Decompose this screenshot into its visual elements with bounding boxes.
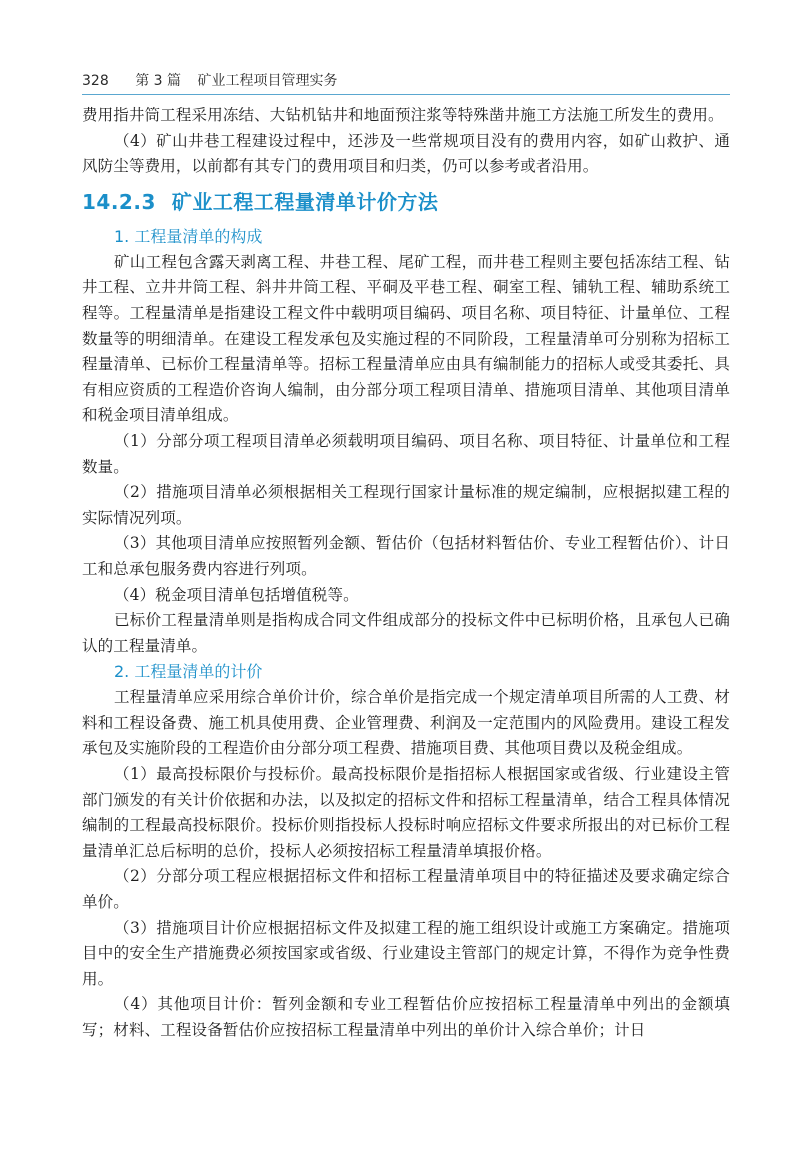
- paragraph: 矿山工程包含露天剥离工程、井巷工程、尾矿工程，而井巷工程则主要包括冻结工程、钻井工程、立井井筒工程、斜井井筒工程、平硐及平巷工程、硐室工程、铺轨工程、辅助系统工程等。工程量清单是指建设工程文件中载明项目编码、项目名称、项目特征、计量单位、工程数量等的明细清单。在建设工程发承包及实施过程的不同阶段，工程量清单可分别称为招标工程量清单、已标价工程量清单等。招标工程量清单应由具有编制能力的招标人或受其委托、具有相应资质的工程造价咨询人编制，由分部分项工程项目清单、措施项目清单、其他项目清单和税金项目清单组成。: [82, 252, 730, 425]
- paragraph: （4）矿山井巷工程建设过程中，还涉及一些常规项目没有的费用内容，如矿山救护、通风防尘等费用，以前都有其专门的费用项目和归类，仍可以参考或者沿用。: [82, 131, 730, 176]
- section-heading: [82, 187, 730, 217]
- page-body: [82, 103, 730, 1044]
- paragraph: （3）措施项目计价应根据招标文件及拟建工程的施工组织设计或施工方案确定。措施项目中的安全生产措施费必须按国家或省级、行业建设主管部门的规定计算，不得作为竞争性费用。: [82, 918, 730, 988]
- running-header: [82, 70, 730, 92]
- paragraph: 费用指井筒工程采用冻结、大钻机钻井和地面预注浆等特殊凿井施工方法施工所发生的费用。: [82, 106, 724, 124]
- subsection-heading: 1. 工程量清单的构成: [114, 226, 263, 246]
- paragraph: （3）其他项目清单应按照暂列金额、暂估价（包括材料暂估价、专业工程暂估价）、计日工和总承包服务费内容进行列项。: [82, 534, 730, 578]
- paragraph: （1）分部分项工程项目清单必须载明项目编码、项目名称、项目特征、计量单位和工程数量。: [82, 431, 730, 476]
- section-title: 矿业工程工程量清单计价方法: [171, 189, 439, 214]
- subsection-heading: 2. 工程量清单的计价: [114, 662, 263, 682]
- paragraph: 工程量清单应采用综合单价计价，综合单价是指完成一个规定清单项目所需的人工费、材料和工程设备费、施工机具使用费、企业管理费、利润及一定范围内的风险费用。建设工程发承包及实施阶段的工程造价由分部分项工程费、措施项目费、其他项目费以及税金组成。: [82, 688, 730, 758]
- part-title: 矿业工程项目管理实务: [197, 73, 338, 89]
- paragraph: （1）最高投标限价与投标价。最高投标限价是指招标人根据国家或省级、行业建设主管部门颁发的有关计价依据和办法，以及拟定的招标文件和招标工程量清单，结合工程具体情况编制的工程最高投标限价。投标价则指投标人投标时响应招标文件要求所报出的对已标价工程量清单汇总后标明的总价，投标人必须按招标工程量清单填报价格。: [82, 765, 730, 860]
- page-number: 328: [82, 73, 109, 89]
- paragraph: （4）税金项目清单包括增值税等。: [114, 585, 359, 604]
- section-number: 14.2.3: [82, 189, 156, 214]
- paragraph: （4）其他项目计价：暂列金额和专业工程暂估价应按招标工程量清单中列出的金额填写；材料、工程设备暂估价应按招标工程量清单中列出的单价计入综合单价；计日: [82, 995, 730, 1039]
- paragraph: （2）措施项目清单必须根据相关工程现行国家计量标准的规定编制，应根据拟建工程的实际情况列项。: [82, 483, 730, 527]
- header-rule: [82, 94, 730, 95]
- paragraph: （2）分部分项工程应根据招标文件和招标工程量清单项目中的特征描述及要求确定综合单价。: [82, 867, 730, 912]
- paragraph: 已标价工程量清单则是指构成合同文件组成部分的投标文件中已标明价格，且承包人已确认的工程量清单。: [82, 611, 730, 655]
- part-label: 第 3 篇: [135, 73, 181, 89]
